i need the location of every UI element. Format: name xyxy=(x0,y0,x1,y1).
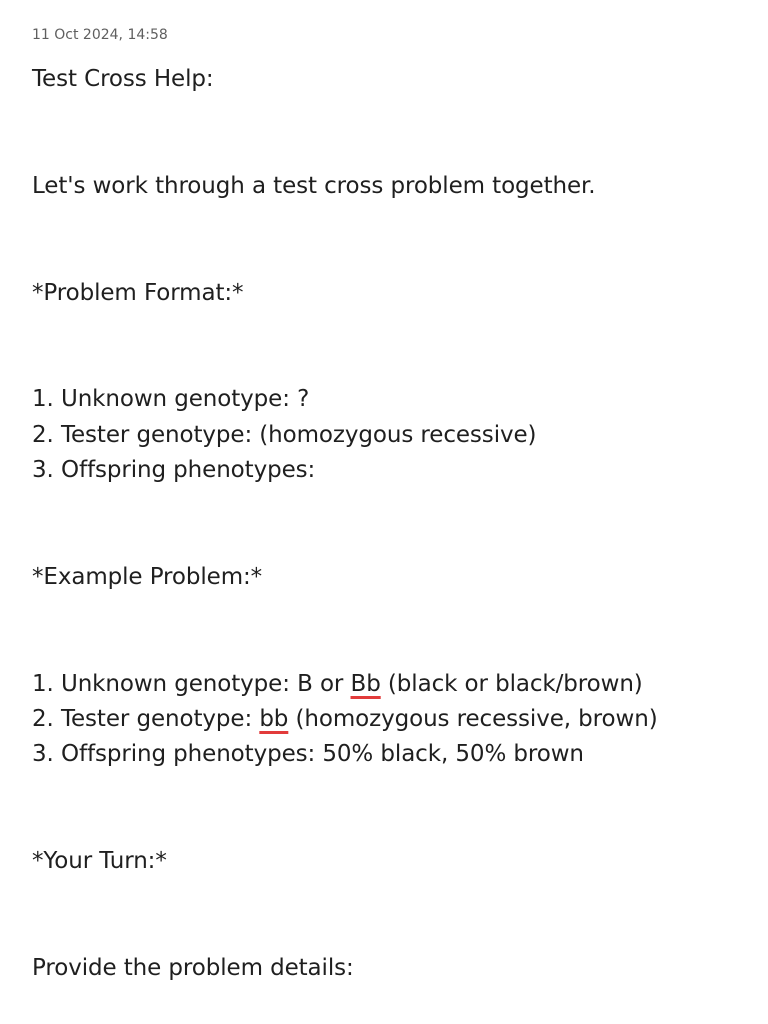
example-item-text: (black or black/brown) xyxy=(380,671,643,697)
turn-heading: *Your Turn:* xyxy=(32,848,167,874)
format-item: 1. Unknown genotype: ? xyxy=(32,386,310,412)
example-item-text: 1. Unknown genotype: B or xyxy=(32,671,351,697)
format-heading: *Problem Format:* xyxy=(32,280,244,306)
example-item xyxy=(32,669,643,699)
format-item: 3. Offspring phenotypes: xyxy=(32,457,316,483)
intro-text: Let's work through a test cross problem together. xyxy=(32,173,596,199)
closing-prompt: Provide the problem details: xyxy=(32,955,354,981)
note-timestamp: 11 Oct 2024, 14:58 xyxy=(32,27,168,43)
spellcheck-flagged-word[interactable]: Bb xyxy=(350,671,381,697)
spellcheck-flagged-word[interactable]: bb xyxy=(259,706,289,732)
example-heading: *Example Problem:* xyxy=(32,564,263,590)
example-item-text: (homozygous recessive, brown) xyxy=(288,706,658,732)
example-item-text: 2. Tester genotype: xyxy=(32,706,260,732)
format-item: 2. Tester genotype: (homozygous recessive) xyxy=(32,422,537,448)
example-item xyxy=(32,704,658,734)
example-item: 3. Offspring phenotypes: 50% black, 50% brown xyxy=(32,741,584,767)
note-title: Test Cross Help: xyxy=(32,66,214,92)
